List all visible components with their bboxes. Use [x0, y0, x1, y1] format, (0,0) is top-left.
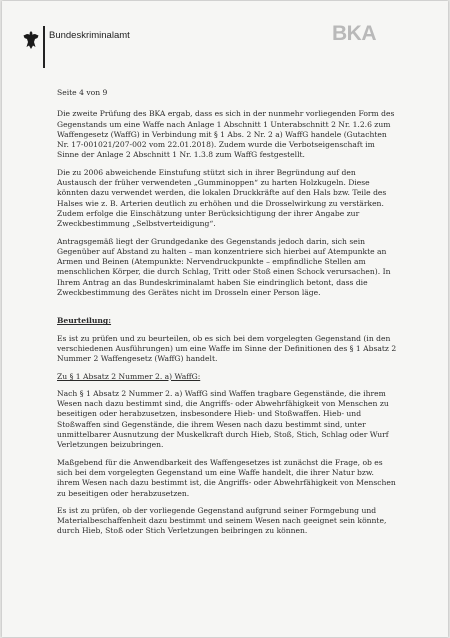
paragraph-5: Nach § 1 Absatz 2 Nummer 2. a) WaffG sind Waffen tragbare Gegenstände, die ihrem Wesen nach dazu bestimmt sind, die Angriffs- oder Abwehrfähigkeit von Menschen zu beseitigen oder herabzusetzen, insbesondere Hieb- und Stoßwaffen. Hieb- und Stoßwaffen sind Gegenstände, die ihrem Wesen nach dazu bestimmt sind, unter unmittelbarer Ausnutzung der Muskelkraft durch Hieb, Stoß, Stich, Schlag oder Wurf Verletzungen beizubringen.	[57, 388, 389, 450]
letter-body	[57, 88, 397, 544]
section-heading: Beurteilung:	[57, 316, 112, 326]
paragraph-4: Es ist zu prüfen und zu beurteilen, ob es sich bei dem vorgelegten Gegenstand (in den verschiedenen Ausführungen) um eine Waffe im Sinne der Definitionen des § 1 Absatz 2 Nummer 2 Waffengesetz (WaffG) handelt.	[57, 333, 397, 364]
federal-eagle-icon	[23, 30, 39, 50]
page-number: Seite 4 von 9	[57, 88, 108, 97]
paragraph-1: Die zweite Prüfung des BKA ergab, dass es sich in der nunmehr vorliegenden Form des Gegenstands um eine Waffe nach Anlage 1 Abschnitt 1 Unterabschnitt 2 Nr. 1.2.6 zum Waffengesetz (WaffG) in Verbindung mit § 1 Abs. 2 Nr. 2 a) WaffG handele (Gutachten Nr. 17-001021/207-002 vom 22.01.2018). Zudem wurde die Verbotseigenschaft im Sinne der Anlage 2 Abschnitt 1 Nr. 1.3.8 zum WaffG festgestellt.	[57, 109, 395, 160]
paragraph-2: Die zu 2006 abweichende Einstufung stützt sich in ihrer Begründung auf den Austausch der früher verwendeten „Gumminoppen“ zu harten Holzkugeln. Diese könnten dazu verwendet werden, die lokalen Druckkräfte auf den Hals bzw. Teile des Halses wie z. B. Arterien deutlich zu erhöhen und die Drosselwirkung zu verstärken. Zudem erfolge die Einschätzung unter Berücksichtigung der ihrer Angabe zur Zweckbestimmung „Selbstverteidigung“.	[57, 167, 387, 229]
agency-name: Bundeskriminalamt	[49, 30, 130, 41]
document-page	[2, 1, 448, 637]
bka-logo: BKA	[332, 22, 376, 45]
subsection-heading: Zu § 1 Absatz 2 Nummer 2. a) WaffG:	[57, 371, 201, 381]
header-divider	[43, 26, 45, 68]
paragraph-3: Antragsgemäß liegt der Grundgedanke des Gegenstands jedoch darin, sich sein Gegenüber auf Abstand zu halten – man konzentriere sich hierbei auf Atempunkte an Armen und Beinen (Atempunkte: Nervendruckpunkte – empfindliche Stellen am menschlichen Körper, die durch Schlag, Tritt oder Stoß einen Schock verursachen). In Ihrem Antrag an das Bundeskriminalamt haben Sie eindringlich betont, dass die Zweckbestimmung des Gerätes nicht im Drosseln einer Person läge.	[57, 236, 391, 298]
paragraph-7: Es ist zu prüfen, ob der vorliegende Gegenstand aufgrund seiner Formgebung und Materialbeschaffenheit dazu bestimmt und seinem Wesen nach geeignet sein könnte, durch Hieb, Stoß oder Stich Verletzungen beibringen zu können.	[57, 505, 387, 536]
paragraph-6: Maßgebend für die Anwendbarkeit des Waffengesetzes ist zunächst die Frage, ob es sich bei dem vorgelegten Gegenstand um eine Waffe handelt, die ihrer Natur bzw. ihrem Wesen nach dazu bestimmt ist, die Angriffs- oder Abwehrfähigkeit von Menschen zu beseitigen oder herabzusetzen.	[57, 457, 396, 498]
